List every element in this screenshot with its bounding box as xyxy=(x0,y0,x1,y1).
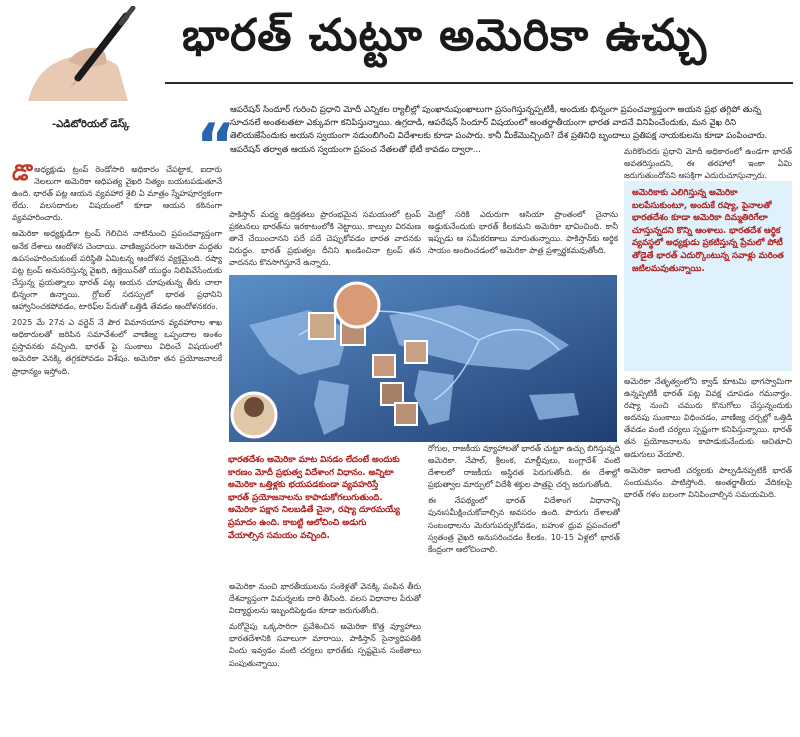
column-2-top xyxy=(229,209,421,273)
col1-p2: అమెరికా అధ్యక్షుడిగా ట్రంప్ గెలిచిన నాటినుంచి ప్రపంచవ్యాప్తంగా అనేక దేశాలు ఆందోళన చెందాయి. వాణిజ్యపరంగా అమెరికా మద్దతు ఉపసంహరించుకుంటే పరిస్థితి ఏమిటన్న ఆందోళన వ్యక్తమైంది. రష్యా పట్ల ట్రంప్ అనుసరిస్తున్న వైఖరి, ఉక్రెయిన్‌తో యుద్ధం నిలిపివేసేందుకు చేస్తున్న ప్రయత్నాలు భారత్ పట్ల ఆయన చూపుతున్న తీరు చాలా భిన్నంగా ఉన్నాయి. గ్లోబల్ సదస్సులో భారత ప్రధానిని ఆహ్వానించకపోవడం, టారిఫ్‌ల పేరుతో ఒత్తిడి తేవడం ఆందోళనకరం. xyxy=(12,229,222,312)
world-map-graphic xyxy=(229,275,617,442)
col5-p1: మరికొందరు ప్రధాని మోదీ అధికారంలో ఉండగా భారత్ అవతరిస్తుందని, ఈ తరహాలో ఇంకా ఏమి జరుగుతుందోనని ఆసక్తిగా ఎదురుచూస్తున్నారు. xyxy=(624,147,792,180)
col5-p2: అమెరికా నేతృత్వంలోని క్వాడ్ కూటమి భాగస్వామిగా ఉన్నప్పటికీ భారత్ పట్ల వివక్ష చూపడం గమనార్హం. రష్యా నుంచి చమురు కొనుగోలు చేస్తున్నందుకు అదనపు సుంకాలు విధించడం, వాణిజ్య చర్చల్లో ఒత్తిడి తేవడం వంటి చర్యలు స్పష్టంగా కనిపిస్తున్నాయి. భారత్ తన ప్రయోజనాలను కాపాడుకునేందుకు ఆచితూచి అడుగులు వేయాలి. xyxy=(624,377,792,459)
quote-icon: “ xyxy=(196,111,236,181)
col4-p1: రోగుల, రాజకీయ వ్యూహాలతో భారత్ చుట్టూ ఉచ్చు బిగిస్తున్నది అమెరికా. నేపాల్, శ్రీలంక, మాల్దీవులు, బంగ్లాదేశ్ వంటి దేశాలలో రాజకీయ అస్థిరత పెరుగుతోంది. ఈ దేశాల్లో ప్రభుత్వాల మార్పులో విదేశీ శక్తుల పాత్రపై చర్చ జరుగుతోంది. xyxy=(428,444,620,490)
pull-quote-right-text: అమెరికాకు ఎలిగిస్తున్న అమెరికా బలపేసుకుంటూ, అందుకే రష్యా, పైనాలతో భారతదేశం కూడా అమెరికా దిమ్మతిరిగేలా చూస్తున్నదని కొన్ని ఆంశాలు. భారతదేశ ఆర్థిక వ్యవస్థలో అధ్యక్షుడు ప్రకటిస్తున్న ప్రేమలో పోటీ తోడైతే భారత్ ఎదుర్కొంటున్న సవాళ్లు మరింత జటిలమవుతున్నాయి. xyxy=(632,188,784,274)
col1-p1: అధ్యక్షుడు ట్రంప్ రెండోసారి అధికారం చేపట్టాక, ఐదారు నెలలుగా అమెరికా ఆధిపత్య వైఖరి నిత్యం బయటపడుతూనే ఉంది. భారత్ పట్ల ఆయన వ్యవహార శైలి ఏ మాత్రం స్నేహపూర్వకంగా లేదు. వలసదారుల విషయంలో కూడా ఆయన కఠినంగా వ్యవహరించారు. xyxy=(12,165,222,223)
pull-quote-left xyxy=(228,454,400,576)
intro-paragraph: ఆపరేషన్ సిందూర్ గురించి ప్రధాని మోదీ ఎన్నికల ర్యాలీల్లో పుంఖానుపుంఖాలుగా ప్రసంగిస్తున్నప్పటికీ, అందుకు భిన్నంగా ప్రపంచవ్యాప్తంగా అయన ప్రభ తగ్గిపో తున్న సూచనలే అంతటతటా ఎక్కువగా కనిపిస్తున్నాయి. ఉగ్రదాడి, ఆపరేషన్ సిందూర్ విషయంలో అంతర్జాతీయంగా భారత వాదనే వినిపించేందుకు, మన వైఖ రిని తెలియజేసేందుకు అయన స్వయంగా నడుంబిగించి విదేశాలకు కూడా పంపారు. కానీ మీకేమొచ్చింది? దేశ ప్రతినిధి బృందాలు ప్రతిపక్ష నాయకులను కూడా పంపించారు. ఆపరేషన్ తర్వాత ఆయన స్వయంగా ప్రపంచ నేతలతో భేటీ కావడం ద్వారా... xyxy=(230,105,768,155)
dropcap: డొ xyxy=(12,164,33,186)
col2-p1: పాకిస్తాన్ మధ్య ఉద్రిక్తతలు ప్రారంభమైన సమయంలో ట్రంప్ ప్రకటనలు భారత్‌ను ఇరకాటంలోకి నెట్టాయి. కాల్పుల విరమణ తానే చేయించానని పదే పదే చెప్పుకోవడం భారత వాదనకు విరుద్ధం. భారత్ ప్రభుత్వం దీనిని ఖండించినా ట్రంప్ తన వాదనను కొనసాగిస్తూనే ఉన్నారు. xyxy=(229,210,421,268)
column-3-top xyxy=(428,209,618,273)
column-5-top xyxy=(624,146,792,180)
col4-p2: ఈ నేపథ్యంలో భారత్ విదేశాంగ విధానాన్ని పునఃసమీక్షించుకోవాల్సిన అవసరం ఉంది. పొరుగు దేశాలతో సంబంధాలను మెరుగుపర్చుకోవడం, బహుళ ధ్రువ ప్రపంచంలో స్వతంత్ర వైఖరి అనుసరించడం కీలకం. 10-15 ఏళ్లలో భారత్ కేంద్రంగా ఆలోచించాలి. xyxy=(428,496,620,554)
byline: -ఎడిటోరియల్ డెస్క్ xyxy=(52,119,130,130)
col3-p1: మెట్రో సరికి ఎదురుగా ఆసియా ప్రాంతంలో చైనాను అడ్డుకునేందుకు భారత్ కీలకమని అమెరికా భావించింది. కానీ ఇప్పుడు ఆ సమీకరణాలు మారుతున్నాయి. పాకిస్తాన్‌కు ఆర్థిక సాయం అందించడంలో అమెరికా పాత్ర ప్రశ్నార్థకమవుతోంది. xyxy=(428,210,618,256)
pull-quote-right xyxy=(624,181,792,371)
headline: భారత్ చుట్టూ అమెరికా ఉచ్చు xyxy=(182,10,708,61)
headline-rule xyxy=(165,82,793,84)
column-4 xyxy=(428,443,620,733)
col2-p3: మరోవైపు ఒక్కసారిగా ప్రవేశించిన అమెరికా కొత్త వ్యూహాలు భారతదేశానికి సవాలుగా మారాయి. పాకిస్తాన్ సైన్యాధిపతికి విందు ఇవ్వడం వంటి చర్యలు భారత్‌కు స్పష్టమైన సంకేతాలు పంపుతున్నాయి. xyxy=(229,622,421,668)
column-5 xyxy=(624,376,792,732)
col1-p3: 2025 మే 27న ఎ వర్జెన్ నే పౌర విమానయాన వ్యవహారాల శాఖ అధికారులతో జరిపిన సమావేశంలో వాణిజ్య ఒప్పందాల అంశం ప్రస్తావనకు వచ్చింది. భారత్ పై సుంకాలు విధించే విషయంలో అమెరికా వెనక్కి తగ్గకపోవడం విశేషం. అమెరికా తన ప్రయోజనాలకే ప్రాధాన్యం ఇస్తోంది. xyxy=(12,318,222,376)
col2-p2: అమెరికా నుంచి భారతీయులను సంకెళ్లతో వెనక్కి పంపిన తీరు దేశవ్యాప్తంగా విమర్శలకు దారి తీసింది. వలస విధానాల పేరుతో విద్యార్థులను ఇబ్బందిపెట్టడం కూడా జరుగుతోంది. xyxy=(229,582,421,616)
column-2-bottom xyxy=(229,581,421,731)
pull-quote-left-text: భారతదేశం అమెరికా మాట వినడం లేదంటే అందుకు కారణం మోదీ ప్రభుత్వ విదేశాంగ విధానం. అన్నిటా అమెరికా ఒత్తిళ్లకు భయపడకుండా వ్యవహరిస్తే భారత్ ప్రయోజనాలను కాపాడుకోగలుగుతుంది. అమెరికా పక్షాన నిలబడితే చైనా, రష్యా దూరమయ్యే ప్రమాదం ఉంది. కాబట్టి ఆలోచించి అడుగు వేయాల్సిన సమయం వచ్చింది. xyxy=(228,455,400,541)
pen-illustration xyxy=(8,6,158,106)
column-1 xyxy=(12,164,222,730)
col5-p3: అమెరికా ఇలాంటి చర్యలకు పాల్పడినప్పటికీ భారత్ సంయమనం పాటిస్తోంది. అంతర్జాతీయ వేదికలపై భారత్ గళం బలంగా వినిపించాల్సిన సమయమిది. xyxy=(624,465,792,499)
